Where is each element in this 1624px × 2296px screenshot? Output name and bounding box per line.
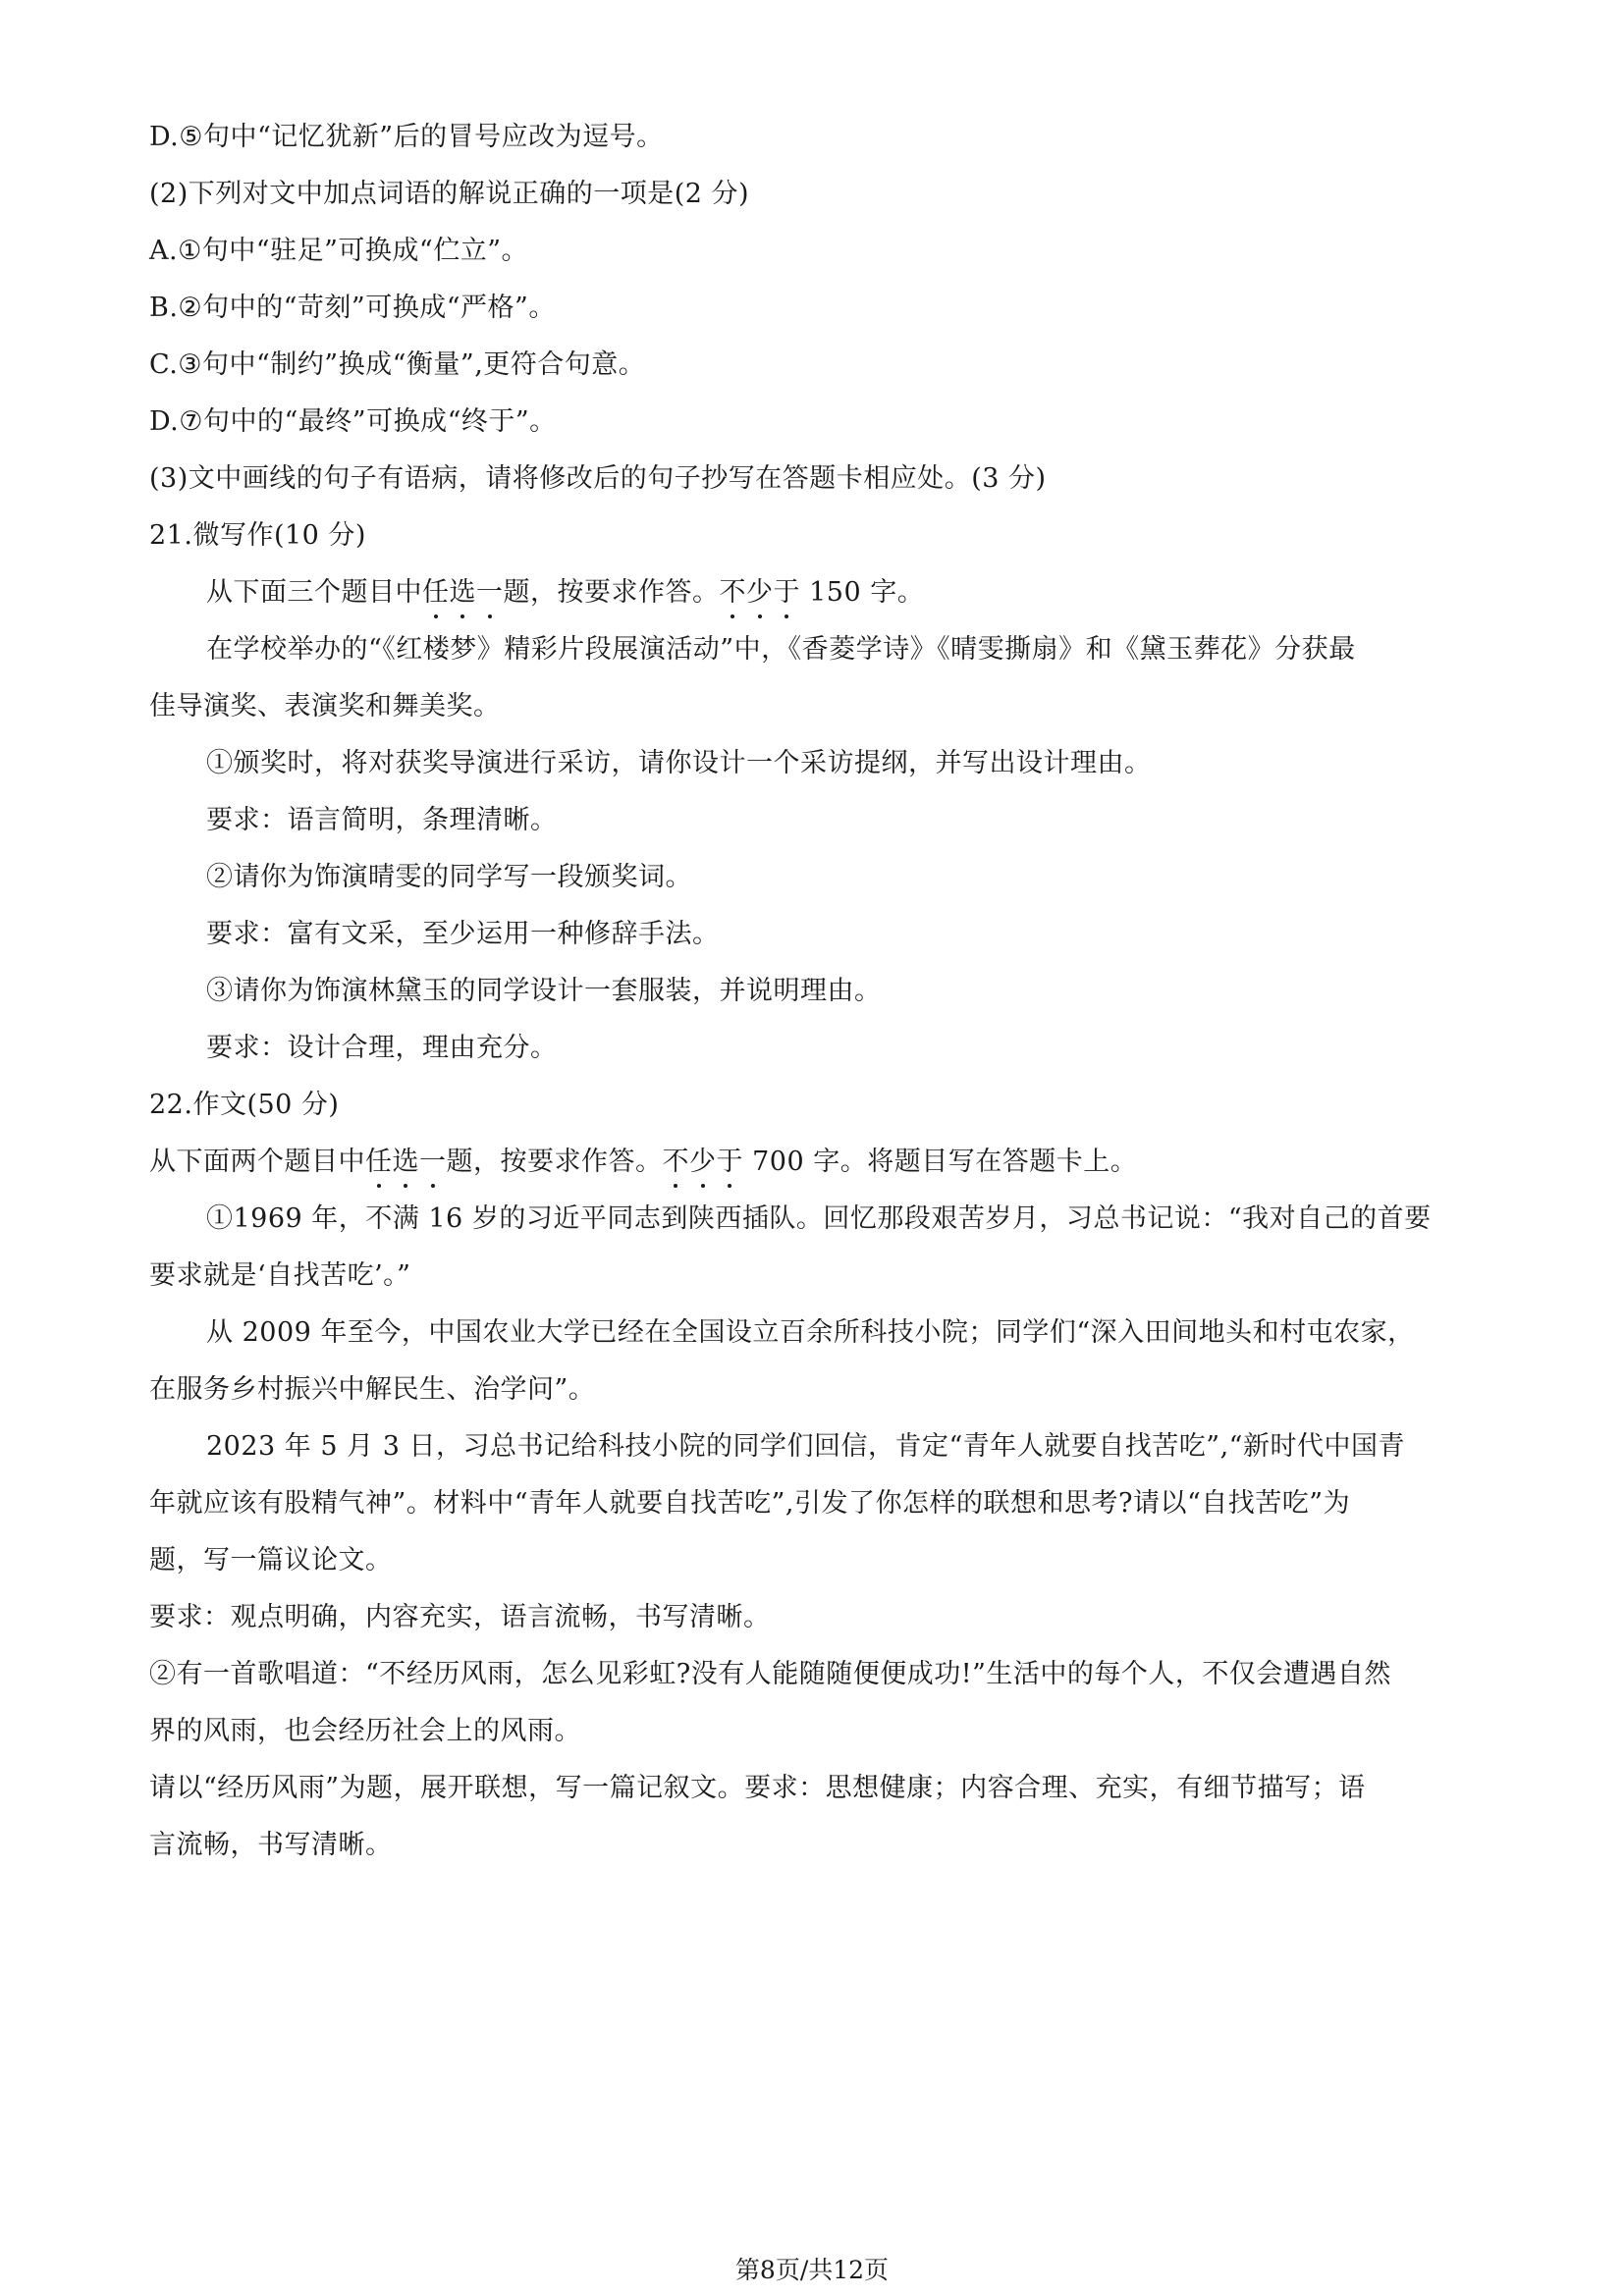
q22-prompt2-line1: ②有一首歌唱道：“不经历风雨，怎么见彩虹?没有人能随随便便成功!”生活中的每个人，不仅会遭遇自然: [149, 1659, 1391, 1689]
q21-emphasis-minimum: [720, 577, 801, 608]
q22-emphasis-minimum: [663, 1147, 744, 1177]
q21-instr-text-mid: 题，按要求作答。: [503, 577, 720, 608]
q22-prompt1-para2-line2: 在服务乡村振兴中解民生、治学问”。: [149, 1374, 596, 1405]
option-a: A.①句中“驻足”可换成“伫立”。: [149, 236, 528, 266]
question-22-title: 22.作文(50 分): [149, 1090, 340, 1120]
q21-context-line-2: 佳导演奖、表演奖和舞美奖。: [149, 691, 501, 721]
q21-requirement-2: 要求：富有文采，至少运用一种修辞手法。: [206, 919, 720, 949]
emphasis-char: 选: [392, 1147, 419, 1177]
q21-item-2: ②请你为饰演晴雯的同学写一段颁奖词。: [206, 862, 692, 892]
q21-requirement-3: 要求：设计合理，理由充分。: [206, 1033, 558, 1063]
question-21-title: 21.微写作(10 分): [149, 520, 366, 551]
q22-instr-text-post: 700 字。将题目写在答题卡上。: [743, 1147, 1138, 1177]
q22-prompt1-para3-line3: 题，写一篇议论文。: [149, 1545, 393, 1575]
q22-prompt2-line2: 界的风雨，也会经历社会上的风雨。: [149, 1716, 581, 1746]
q22-instruction: [149, 1146, 1137, 1179]
emphasis-char: 选: [449, 577, 476, 608]
option-b: B.②句中的“苛刻”可换成“严格”。: [149, 293, 556, 323]
q21-instruction: [206, 576, 924, 610]
q22-instr-text: 从下面两个题目中: [149, 1147, 365, 1177]
emphasis-char: 少: [746, 577, 774, 608]
page-number: 第8页/共12页: [734, 2256, 890, 2284]
q21-emphasis-choose: [422, 577, 504, 608]
emphasis-char: 不: [719, 577, 746, 608]
q21-item-1: ①颁奖时，将对获奖导演进行采访，请你设计一个采访提纲，并写出设计理由。: [206, 748, 1152, 778]
q21-requirement-1: 要求：语言简明，条理清晰。: [206, 805, 558, 835]
emphasis-char: 一: [419, 1147, 447, 1177]
emphasis-char: 一: [476, 577, 504, 608]
emphasis-char: 于: [773, 577, 800, 608]
emphasis-char: 任: [365, 1147, 393, 1177]
question-3-stem: (3)文中画线的句子有语病，请将修改后的句子抄写在答题卡相应处。(3 分): [149, 463, 1047, 494]
option-d: D.⑦句中的“最终”可换成“终于”。: [149, 406, 557, 437]
option-c: C.③句中“制约”换成“衡量”,更符合句意。: [149, 349, 646, 380]
q22-prompt1-para1-line1: ①1969 年，不满 16 岁的习近平同志到陕西插队。回忆那段艰苦岁月，习总书记说：“我对自己的首要: [206, 1203, 1432, 1234]
emphasis-char: 任: [422, 577, 450, 608]
q22-prompt2-task-line2: 言流畅，书写清晰。: [149, 1830, 393, 1860]
q22-emphasis-choose: [365, 1147, 447, 1177]
emphasis-char: 少: [689, 1147, 717, 1177]
q22-prompt1-para3-line2: 年就应该有股精气神”。材料中“青年人就要自找苦吃”,引发了你怎样的联想和思考?请以“自找苦吃”为: [149, 1488, 1351, 1519]
q22-prompt2-task-line1: 请以“经历风雨”为题，展开联想，写一篇记叙文。要求：思想健康；内容合理、充实，有细节描写；语: [149, 1773, 1366, 1803]
q22-prompt1-requirement: 要求：观点明确，内容充实，语言流畅，书写清晰。: [149, 1602, 771, 1632]
q21-instr-text: 从下面三个题目中: [206, 577, 422, 608]
q21-instr-text-post: 150 字。: [800, 577, 925, 608]
q21-item-3: ③请你为饰演林黛玉的同学设计一套服装，并说明理由。: [206, 976, 882, 1006]
q22-prompt1-para2-line1: 从 2009 年至今，中国农业大学已经在全国设立百余所科技小院；同学们“深入田间地头和村屯农家，: [206, 1317, 1415, 1348]
question-2-stem: (2)下列对文中加点词语的解说正确的一项是(2 分): [149, 179, 750, 209]
q22-prompt1-para1-line2: 要求就是‘自找苦吃’。”: [149, 1260, 411, 1291]
option-d-punctuation: D.⑤句中“记忆犹新”后的冒号应改为逗号。: [149, 122, 664, 152]
emphasis-char: 不: [662, 1147, 689, 1177]
q22-prompt1-para3-line1: 2023 年 5 月 3 日，习总书记给科技小院的同学们回信，肯定“青年人就要自找苦吃”,“新时代中国青: [206, 1431, 1405, 1462]
q21-context-line-1: 在学校举办的“《红楼梦》精彩片段展演活动”中，《香菱学诗》《晴雯撕扇》和《黛玉葬花》分获最: [206, 634, 1356, 665]
emphasis-char: 于: [716, 1147, 743, 1177]
q22-instr-text-mid: 题，按要求作答。: [446, 1147, 663, 1177]
